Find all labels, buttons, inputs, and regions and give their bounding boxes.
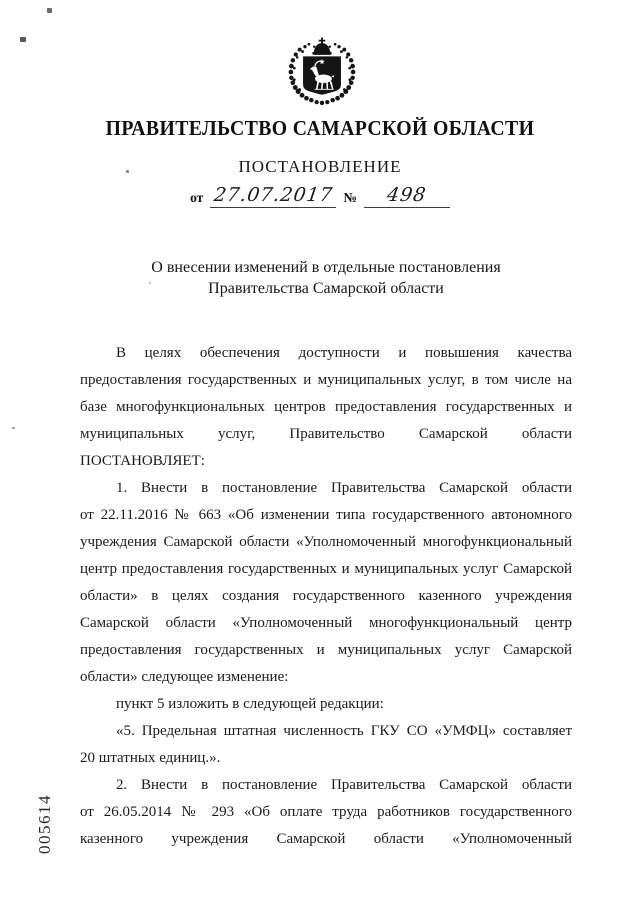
date-label: от: [190, 190, 204, 205]
handwritten-date: 27.07.2017: [212, 184, 335, 206]
body-line: казенного учреждения Самарской области «Уполномоченный: [80, 831, 572, 847]
date-field: [210, 182, 336, 208]
authority-name: ПРАВИТЕЛЬСТВО САМАРСКОЙ ОБЛАСТИ: [105, 116, 535, 140]
date-number-row: [0, 182, 640, 208]
handwritten-number: 498: [385, 184, 429, 206]
body-line: от 22.11.2016 № 663 «Об изменении типа государственного автономного: [80, 507, 572, 523]
scan-artifact: [12, 427, 15, 429]
body-line: предоставления государственных и муниципальных услуг, в том числе на: [80, 372, 572, 388]
document-subject: [80, 257, 572, 299]
body-line: ПОСТАНОВЛЯЕТ:: [80, 453, 205, 469]
body-line: предоставления государственных и муниципальных услуг Самарской: [80, 642, 572, 658]
body-line: «5. Предельная штатная численность ГКУ СО «УМФЦ» составляет: [116, 723, 572, 739]
document-type-title: ПОСТАНОВЛЕНИЕ: [238, 157, 402, 176]
samara-coat-of-arms-icon: [284, 36, 360, 106]
body-line: области» в целях создания государственного казенного учреждения: [80, 588, 572, 604]
document-body: [80, 340, 572, 853]
form-number-stamp: 005614: [35, 794, 54, 854]
body-line: пункт 5 изложить в следующей редакции:: [116, 696, 384, 712]
number-field: [364, 182, 450, 208]
subject-line: О внесении изменений в отдельные постановления: [151, 259, 501, 276]
body-line: центр предоставления государственных и муниципальных услуг Самарской: [80, 561, 572, 577]
body-line: Самарской области «Уполномоченный многофункциональный центр: [80, 615, 572, 631]
body-line: учреждения Самарской области «Уполномоченный многофункциональный: [80, 534, 572, 550]
scan-artifact: [20, 37, 26, 42]
scan-artifact: [47, 8, 52, 13]
body-line: 2. Внести в постановление Правительства Самарской области: [116, 777, 572, 793]
body-line: 20 штатных единиц.».: [80, 750, 221, 766]
body-line: В целях обеспечения доступности и повышения качества: [116, 345, 572, 361]
subject-line: Правительства Самарской области: [208, 280, 444, 297]
number-label: №: [343, 190, 357, 205]
body-line: от 26.05.2014 № 293 «Об оплате труда работников государственного: [80, 804, 572, 820]
body-line: муниципальных услуг, Правительство Самарской области: [80, 426, 572, 442]
body-line: области» следующее изменение:: [80, 669, 289, 685]
body-line: 1. Внести в постановление Правительства Самарской области: [116, 480, 572, 496]
body-line: базе многофункциональных центров предоставления государственных и: [80, 399, 572, 415]
